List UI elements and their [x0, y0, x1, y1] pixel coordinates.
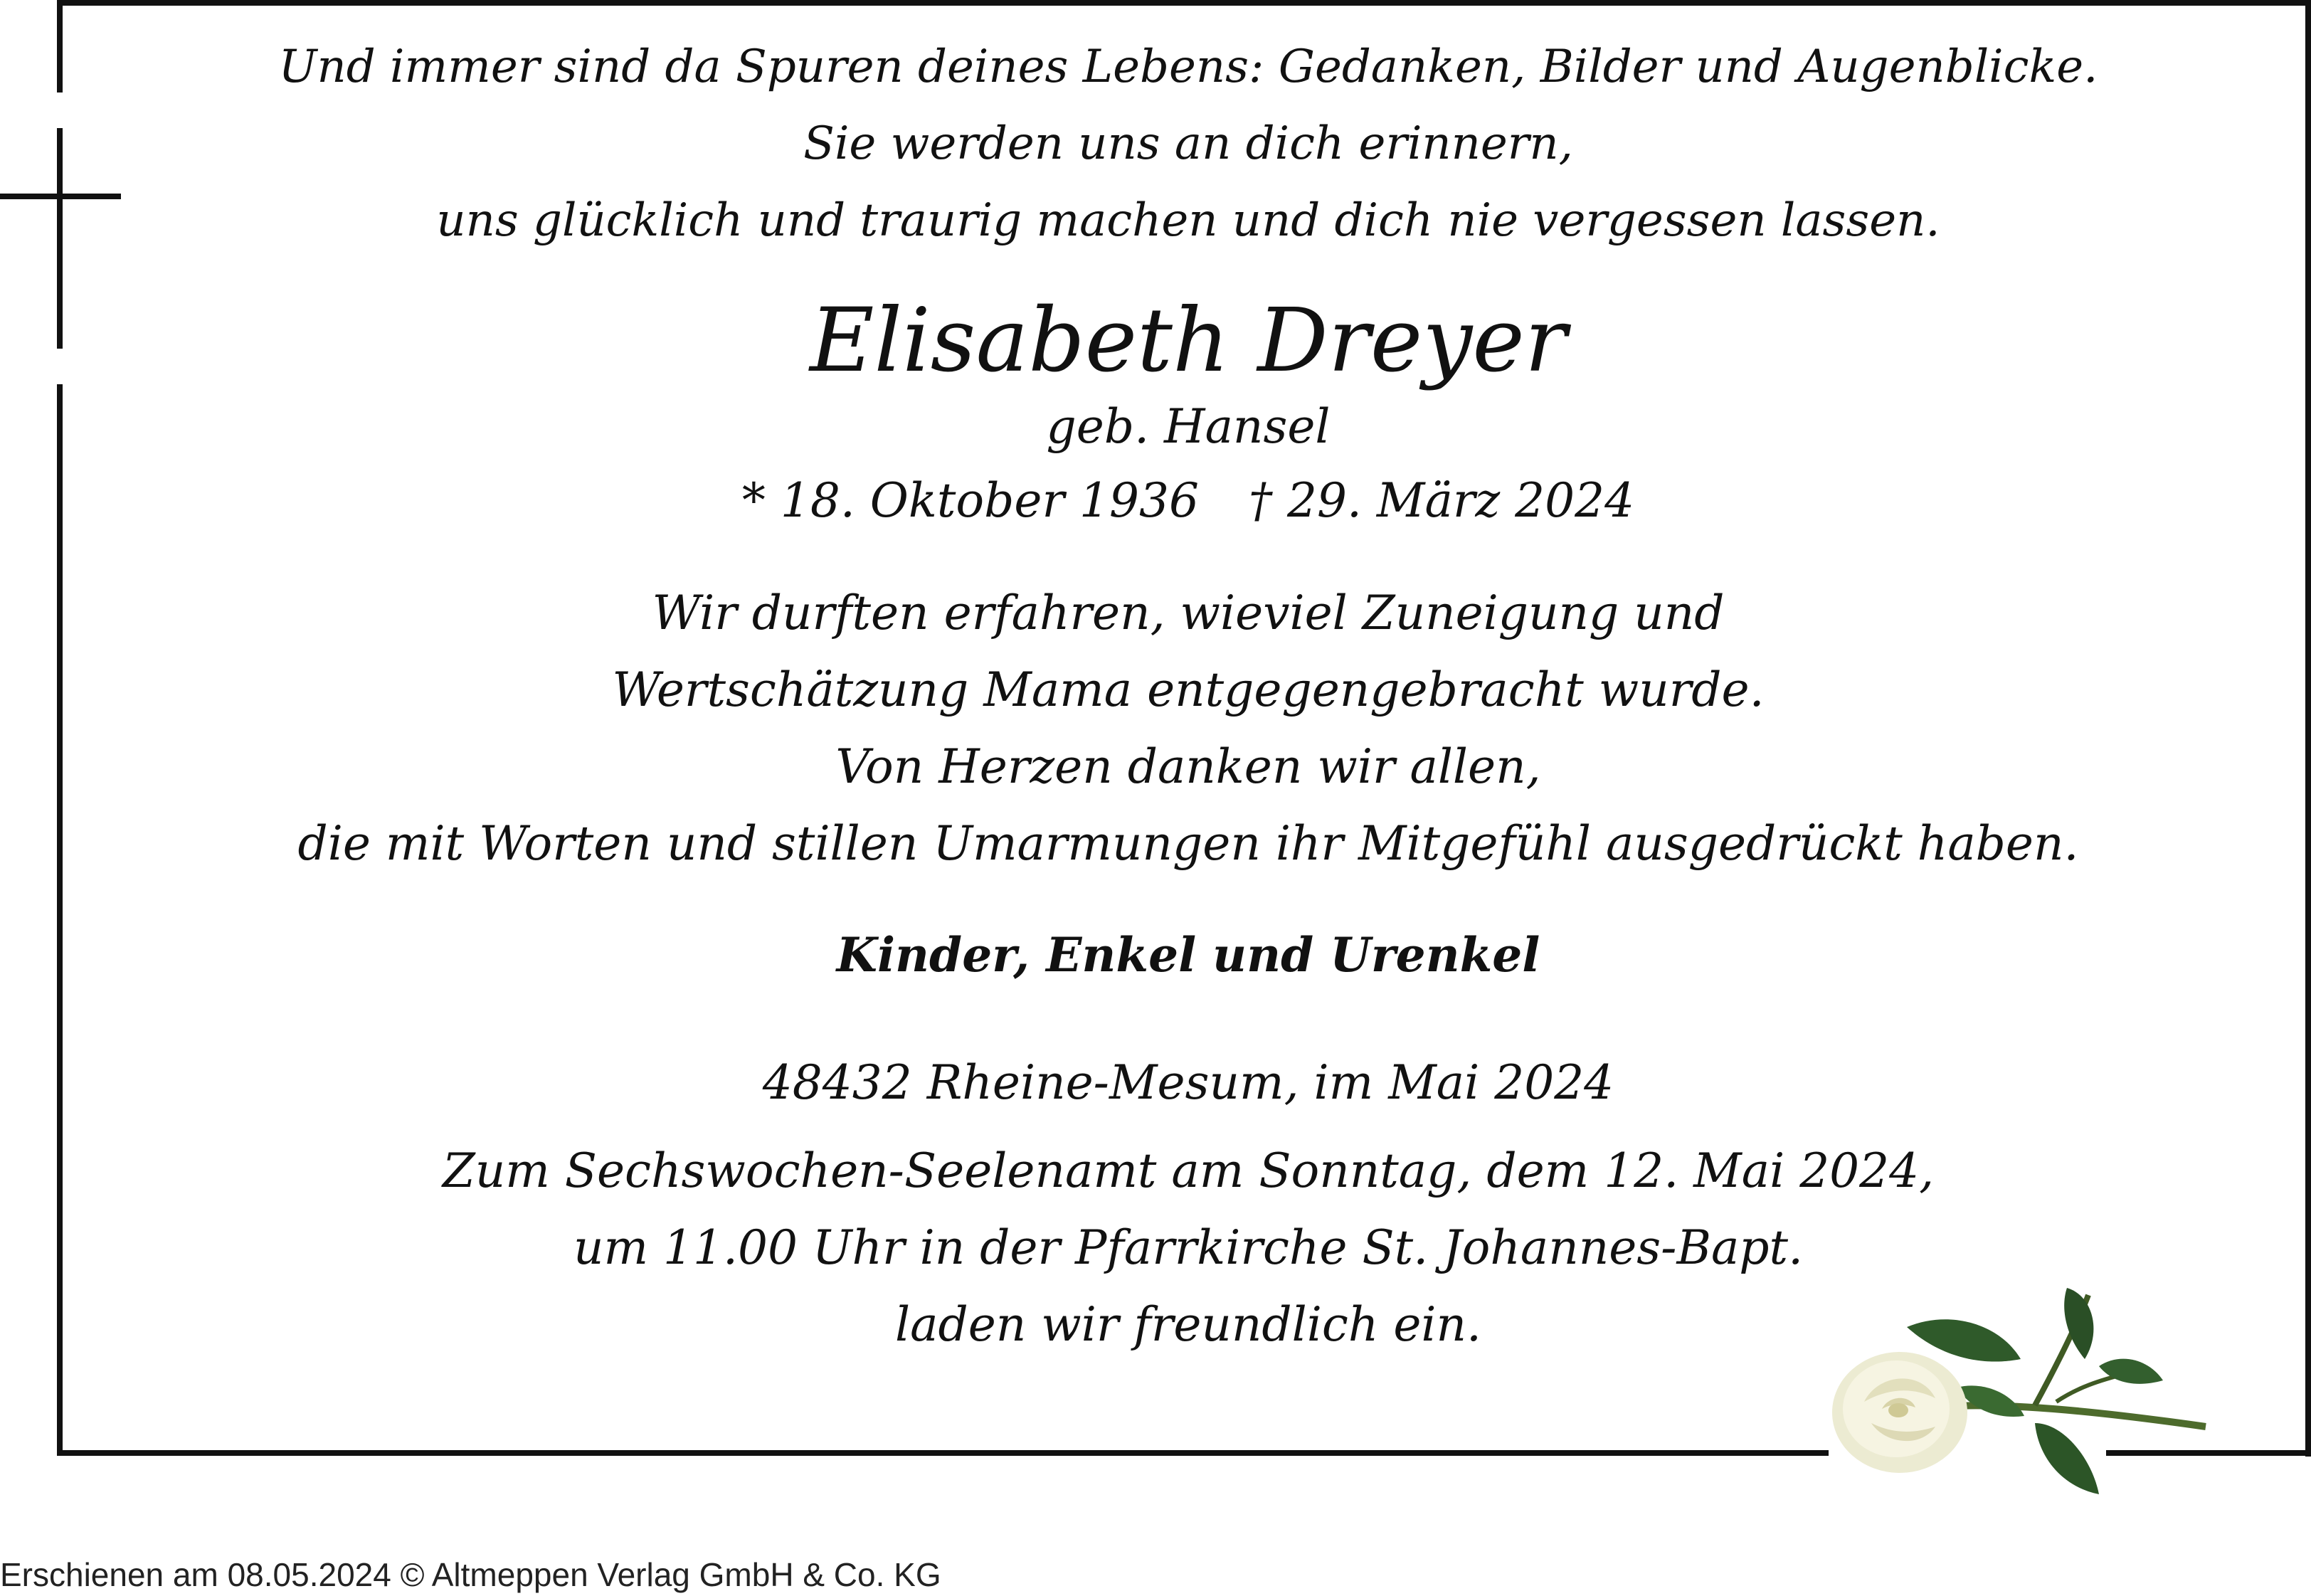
memorial-verse — [114, 28, 2263, 259]
verse-line: Sie werden uns an dich erinnern, — [803, 117, 1573, 170]
family-signature: Kinder, Enkel und Urenkel — [836, 927, 1540, 983]
verse-line: uns glücklich und traurig machen und dich nie vergessen lassen. — [436, 194, 1940, 247]
service-line: laden wir freundlich ein. — [894, 1297, 1481, 1352]
cross-vertical-bar — [57, 128, 63, 349]
frame-left-border — [57, 384, 63, 1456]
frame-left-border-upper — [57, 0, 63, 93]
verse-line: Und immer sind da Spuren deines Lebens: Gedanken, Bilder und Augenblicke. — [278, 41, 2098, 93]
frame-top-border — [60, 0, 2311, 6]
birth-date: * 18. Oktober 1936 — [741, 473, 1199, 528]
place-date: 48432 Rheine-Mesum, im Mai 2024 — [762, 1055, 1614, 1110]
thanks-line: Wir durften erfahren, wieviel Zuneigung und — [652, 586, 1725, 640]
service-line: um 11.00 Uhr in der Pfarrkirche St. Johannes-Bapt. — [573, 1220, 1804, 1275]
service-line: Zum Sechswochen-Seelenamt am Sonntag, dem 12. Mai 2024, — [442, 1143, 1935, 1198]
cross-horizontal-bar — [0, 194, 121, 199]
thanks-line: die mit Worten und stillen Umarmungen ihr Mitgefühl ausgedrückt haben. — [297, 816, 2079, 871]
obituary-content — [114, 28, 2263, 1363]
deceased-name: Elisabeth Dreyer — [809, 290, 1567, 392]
rose-icon — [1821, 1281, 2220, 1523]
death-date: † 29. März 2024 — [1248, 473, 1635, 528]
frame-bottom-border — [57, 1450, 1829, 1456]
thanks-line: Wertschätzung Mama entgegengebracht wurde. — [612, 662, 1765, 717]
thanks-text — [114, 575, 2263, 882]
life-dates — [114, 460, 2263, 542]
publication-footer: Erschienen am 08.05.2024 © Altmeppen Verlag GmbH & Co. KG — [0, 1556, 941, 1593]
maiden-name: geb. Hansel — [1046, 399, 1331, 454]
frame-right-border — [2305, 0, 2311, 1457]
thanks-line: Von Herzen danken wir allen, — [835, 739, 1541, 794]
